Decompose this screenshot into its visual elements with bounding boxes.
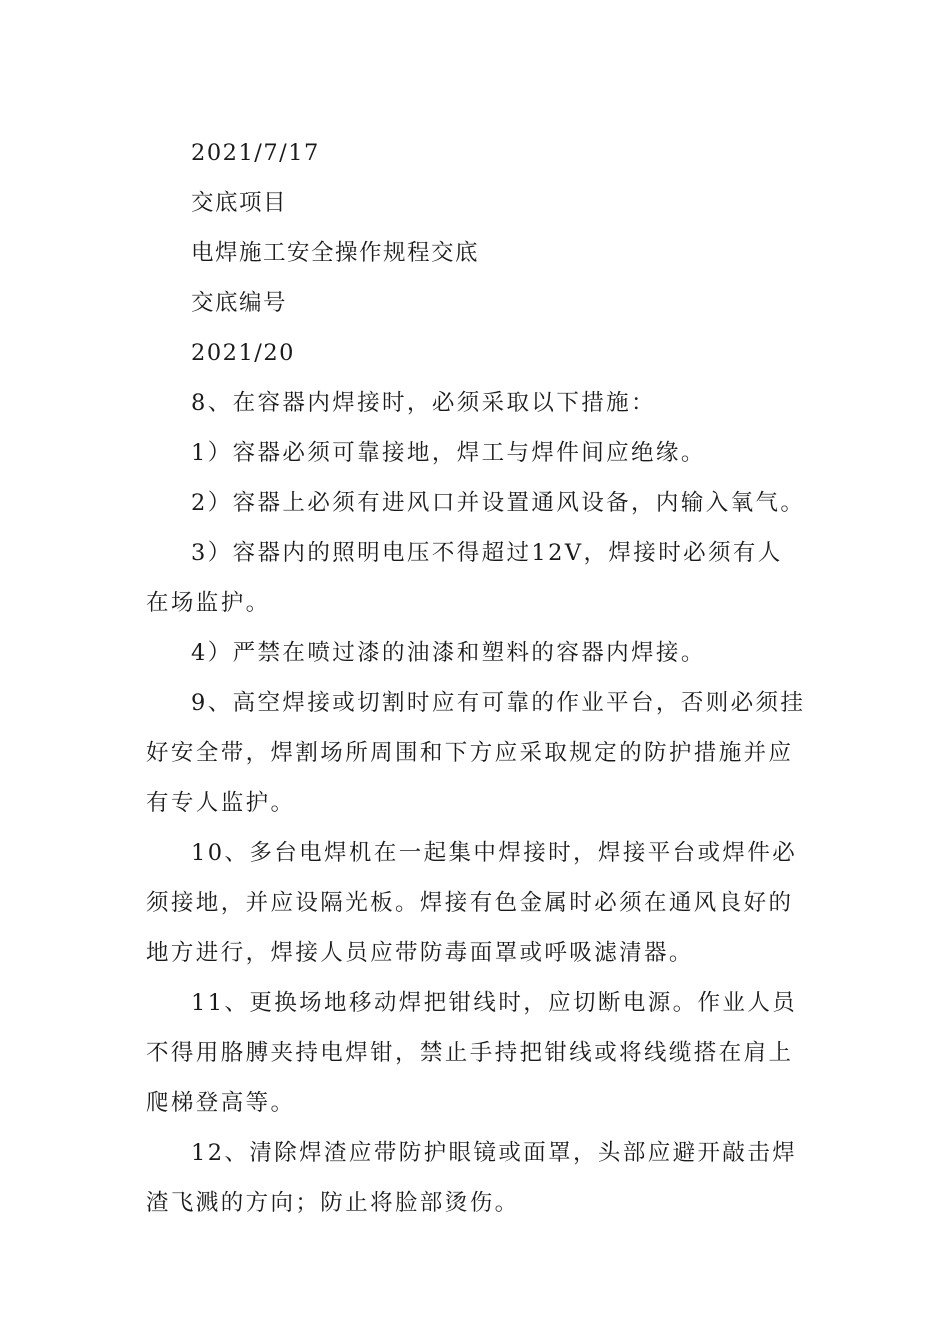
paragraph-subitem-3: 3）容器内的照明电压不得超过12V，焊接时必须有人在场监护。: [146, 540, 783, 616]
disclosure-number-value: 2021/20: [191, 340, 295, 366]
paragraph-subitem-4: 4）严禁在喷过漆的油漆和塑料的容器内焊接。: [191, 640, 706, 666]
paragraph-item-9: 9、高空焊接或切割时应有可靠的作业平台，否则必须挂好安全带，焊割场所周围和下方应采取规定的防护措施并应有专人监护。: [146, 690, 806, 816]
paragraph-item-12: 12、清除焊渣应带防护眼镜或面罩，头部应避开敲击焊渣飞溅的方向；防止将脸部烫伤。: [146, 1140, 798, 1216]
paragraph-subitem-1: 1）容器必须可靠接地，焊工与焊件间应绝缘。: [191, 440, 706, 466]
paragraph-subitem-2: 2）容器上必须有进风口并设置通风设备，内输入氧气。: [191, 490, 806, 516]
paragraph-item-11: 11、更换场地移动焊把钳线时，应切断电源。作业人员不得用胳膊夹持电焊钳，禁止手持把钳线或将线缆搭在肩上爬梯登高等。: [146, 990, 798, 1116]
paragraph-item-10: 10、多台电焊机在一起集中焊接时，焊接平台或焊件必须接地，并应设隔光板。焊接有色金属时必须在通风良好的地方进行，焊接人员应带防毒面罩或呼吸滤清器。: [146, 840, 798, 966]
disclosure-project-value: 电焊施工安全操作规程交底: [191, 240, 480, 266]
paragraph-item-8: 8、在容器内焊接时，必须采取以下措施：: [191, 390, 656, 416]
disclosure-project-label: 交底项目: [191, 190, 288, 216]
disclosure-number-label: 交底编号: [191, 290, 288, 316]
document-content: [146, 128, 806, 1228]
disclosure-date: 2021/7/17: [191, 140, 320, 166]
